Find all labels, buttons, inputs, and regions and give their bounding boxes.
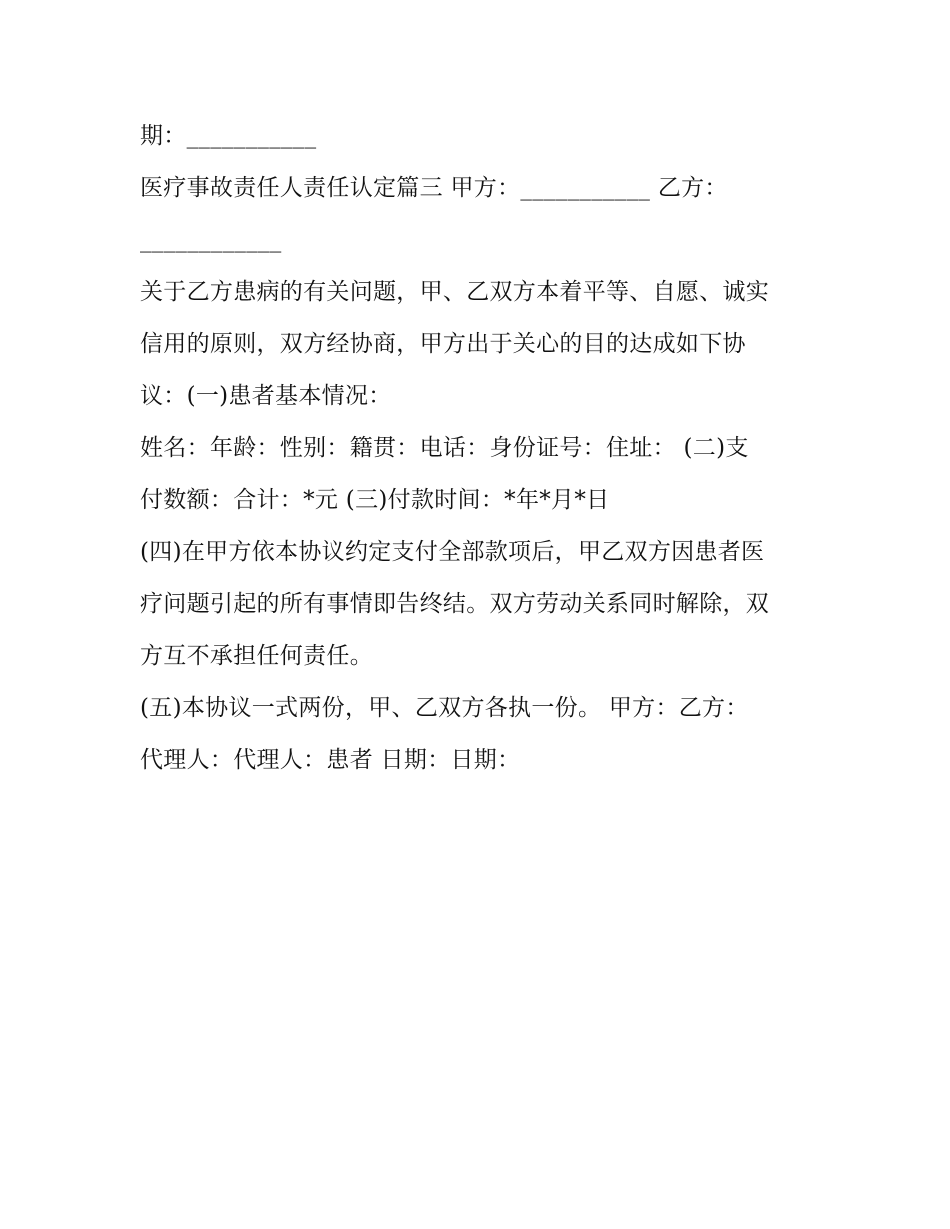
party-b-blank-line: ____________ [140, 227, 282, 253]
paragraph-line: 信用的原则，双方经协商，甲方出于关心的目的达成如下协 [140, 331, 746, 357]
payment-line: 付数额：合计：*元 (三)付款时间：*年*月*日 [140, 487, 610, 513]
clause-four-line: 方互不承担任何责任。 [140, 643, 373, 669]
document-body [140, 110, 820, 786]
signature-line: 代理人：代理人：患者 日期：日期： [140, 747, 521, 773]
clause-four-line: (四)在甲方依本协议约定支付全部款项后，甲乙双方因患者医 [140, 539, 765, 565]
clause-five-line: (五)本协议一式两份，甲、乙双方各执一份。 甲方：乙方： [140, 695, 749, 721]
section-heading-line: 医疗事故责任人责任认定篇三 甲方：___________ 乙方： [140, 175, 728, 201]
clause-four-line: 疗问题引起的所有事情即告终结。双方劳动关系同时解除，双 [140, 591, 770, 617]
patient-info-line: 姓名：年龄：性别：籍贯：电话：身份证号：住址： (二)支 [140, 435, 749, 461]
paragraph-line: 关于乙方患病的有关问题，甲、乙双方本着平等、自愿、诚实 [140, 279, 770, 305]
date-line: 期：___________ [140, 123, 317, 149]
paragraph-line: 议：(一)患者基本情况： [140, 383, 392, 409]
